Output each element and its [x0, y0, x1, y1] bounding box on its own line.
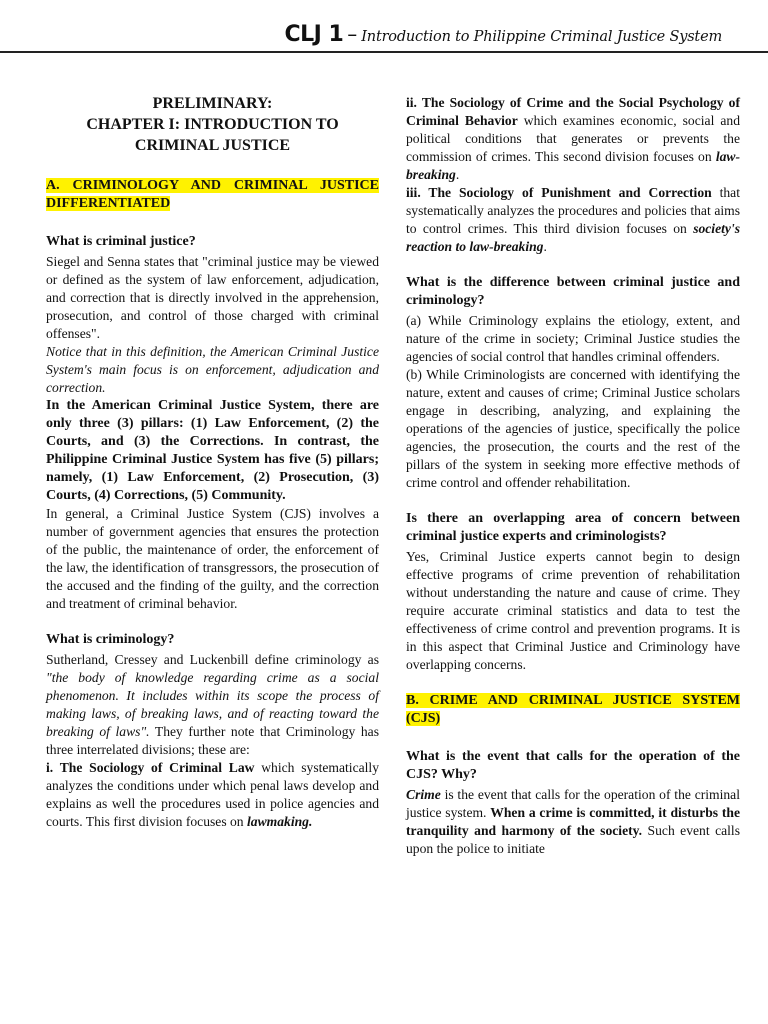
chapter-title: [46, 93, 379, 156]
crime-term: Crime: [406, 787, 441, 802]
division-3-focus: society's reaction to law-breaking: [406, 221, 740, 254]
division-2-title: ii. The Sociology of Crime and the Social Psychology of Criminal Behavior: [406, 95, 740, 128]
division-3-text: that systematically analyzes the procedures and policies that aims to control crimes. This third division focuses on: [406, 185, 740, 236]
course-title: Introduction to Philippine Criminal Justice System: [361, 29, 722, 45]
question-criminology: What is criminology?: [46, 632, 175, 647]
cjs-general-paragraph: In general, a Criminal Justice System (CJS) involves a number of government agencies that ensures the protection of the public, the maintenance of order, the enforcement of the law, the identification of transgressors, the prosecution of the accused and the finding of the guilty, and the correction and treatment of criminal behavior.: [46, 506, 379, 611]
division-1-text: which systematically analyzes the conditions under which penal laws develop and explains as well the procedures used in police agencies and courts. This first division focuses on: [46, 760, 379, 829]
cjs-event-bold: When a crime is committed, it disturbs the tranquility and harmony of the society.: [406, 805, 740, 838]
question-difference: What is the difference between criminal justice and criminology?: [406, 275, 740, 308]
division-1-title: i. The Sociology of Criminal Law: [46, 760, 255, 775]
chapter-line-2: CHAPTER I: INTRODUCTION TO: [86, 116, 339, 133]
cjs-event-text-1: is the event that calls for the operation of the criminal justice system.: [406, 787, 740, 820]
division-2-end: .: [455, 167, 460, 182]
definition-note: Notice that in this definition, the American Criminal Justice System's main focus is on enforcement, adjudication and correction.: [46, 344, 379, 395]
definition-quote: "the body of knowledge regarding crime as a social phenomenon. It includes within its scope the process of making laws, of breaking laws, and of reacting toward the breaking of laws".: [46, 670, 379, 739]
definition-intro: Sutherland, Cressey and Luckenbill define criminology as: [46, 652, 379, 667]
division-3-end: .: [543, 239, 547, 254]
cjs-event-answer: [406, 786, 740, 858]
division-2-text: which examines economic, social and political conditions that generates or prevents the commission of crimes. This second division focuses on: [406, 113, 740, 164]
question-cjs-event: What is the event that calls for the operation of the CJS? Why?: [406, 749, 740, 782]
division-3-title: iii. The Sociology of Punishment and Correction: [406, 185, 712, 200]
question-criminal-justice: What is criminal justice?: [46, 234, 196, 249]
difference-answer-a: (a) While Criminology explains the etiology, extent, and nature of the crime in society; Criminal Justice studies the agencies of social control that handles criminal offenders.: [406, 313, 740, 364]
page-header: [284, 22, 722, 47]
division-2-paragraph: [406, 94, 740, 184]
division-3-paragraph: [406, 184, 740, 256]
chapter-line-1: PRELIMINARY:: [152, 95, 273, 112]
section-a-title: A. CRIMINOLOGY AND CRIMINAL JUSTICE DIFFERENTIATED: [46, 178, 379, 211]
division-1-focus: lawmaking.: [247, 814, 313, 829]
difference-answer-b: (b) While Criminologists are concerned with identifying the nature, extent and causes of crime; Criminal Justice scholars engage in describing, analyzing, and explaining the operations of the agencies of justice, specifically the police agencies, the prosecution, the courts and the rest of the pillars of the system in seeking more effective methods of crime control and offender rehabilitation.: [406, 367, 740, 490]
definition-continuation: They further note that Criminology has three interrelated divisions; these are:: [46, 724, 379, 757]
header-separator: –: [347, 22, 358, 46]
criminology-definition-paragraph: [46, 651, 379, 759]
question-overlap: Is there an overlapping area of concern between criminal justice experts and criminologists?: [406, 511, 740, 544]
left-column: [46, 90, 379, 831]
answer-criminal-justice: Siegel and Senna states that "criminal justice may be viewed or defined as the system of law enforcement, adjudication, and correction that is directly involved in the apprehension, prosecution, and control of those charged with criminal offenses".: [46, 254, 379, 341]
section-a-heading: [46, 177, 379, 213]
division-2-focus: law-breaking: [406, 149, 740, 182]
division-1-paragraph: [46, 759, 379, 831]
section-b-title: B. CRIME AND CRIMINAL JUSTICE SYSTEM (CJS): [406, 693, 740, 726]
right-column: [406, 94, 740, 858]
header-rule: [0, 51, 768, 53]
overlap-answer: Yes, Criminal Justice experts cannot begin to design effective programs of crime prevention of rehabilitation without understanding the nature and cause of crime. They require accurate criminal statistics and data to test the effectiveness of crime control and prevention programs. It is in this aspect that Criminal Justice and Criminology have overlapping concerns.: [406, 549, 740, 672]
pillars-paragraph: In the American Criminal Justice System, there are only three (3) pillars: (1) Law Enforcement, (2) the Courts, and (3) the Corrections. In contrast, the Philippine Criminal Justice System has five (5) pillars; namely, (1) Law Enforcement, (2) Prosecution, (3) Courts, (4) Corrections, (5) Community.: [46, 398, 379, 503]
course-code: CLJ 1: [284, 22, 344, 47]
section-b-heading: [406, 692, 740, 728]
chapter-line-3: CRIMINAL JUSTICE: [134, 137, 291, 154]
cjs-event-text-2: Such event calls upon the police to initiate: [406, 823, 740, 856]
